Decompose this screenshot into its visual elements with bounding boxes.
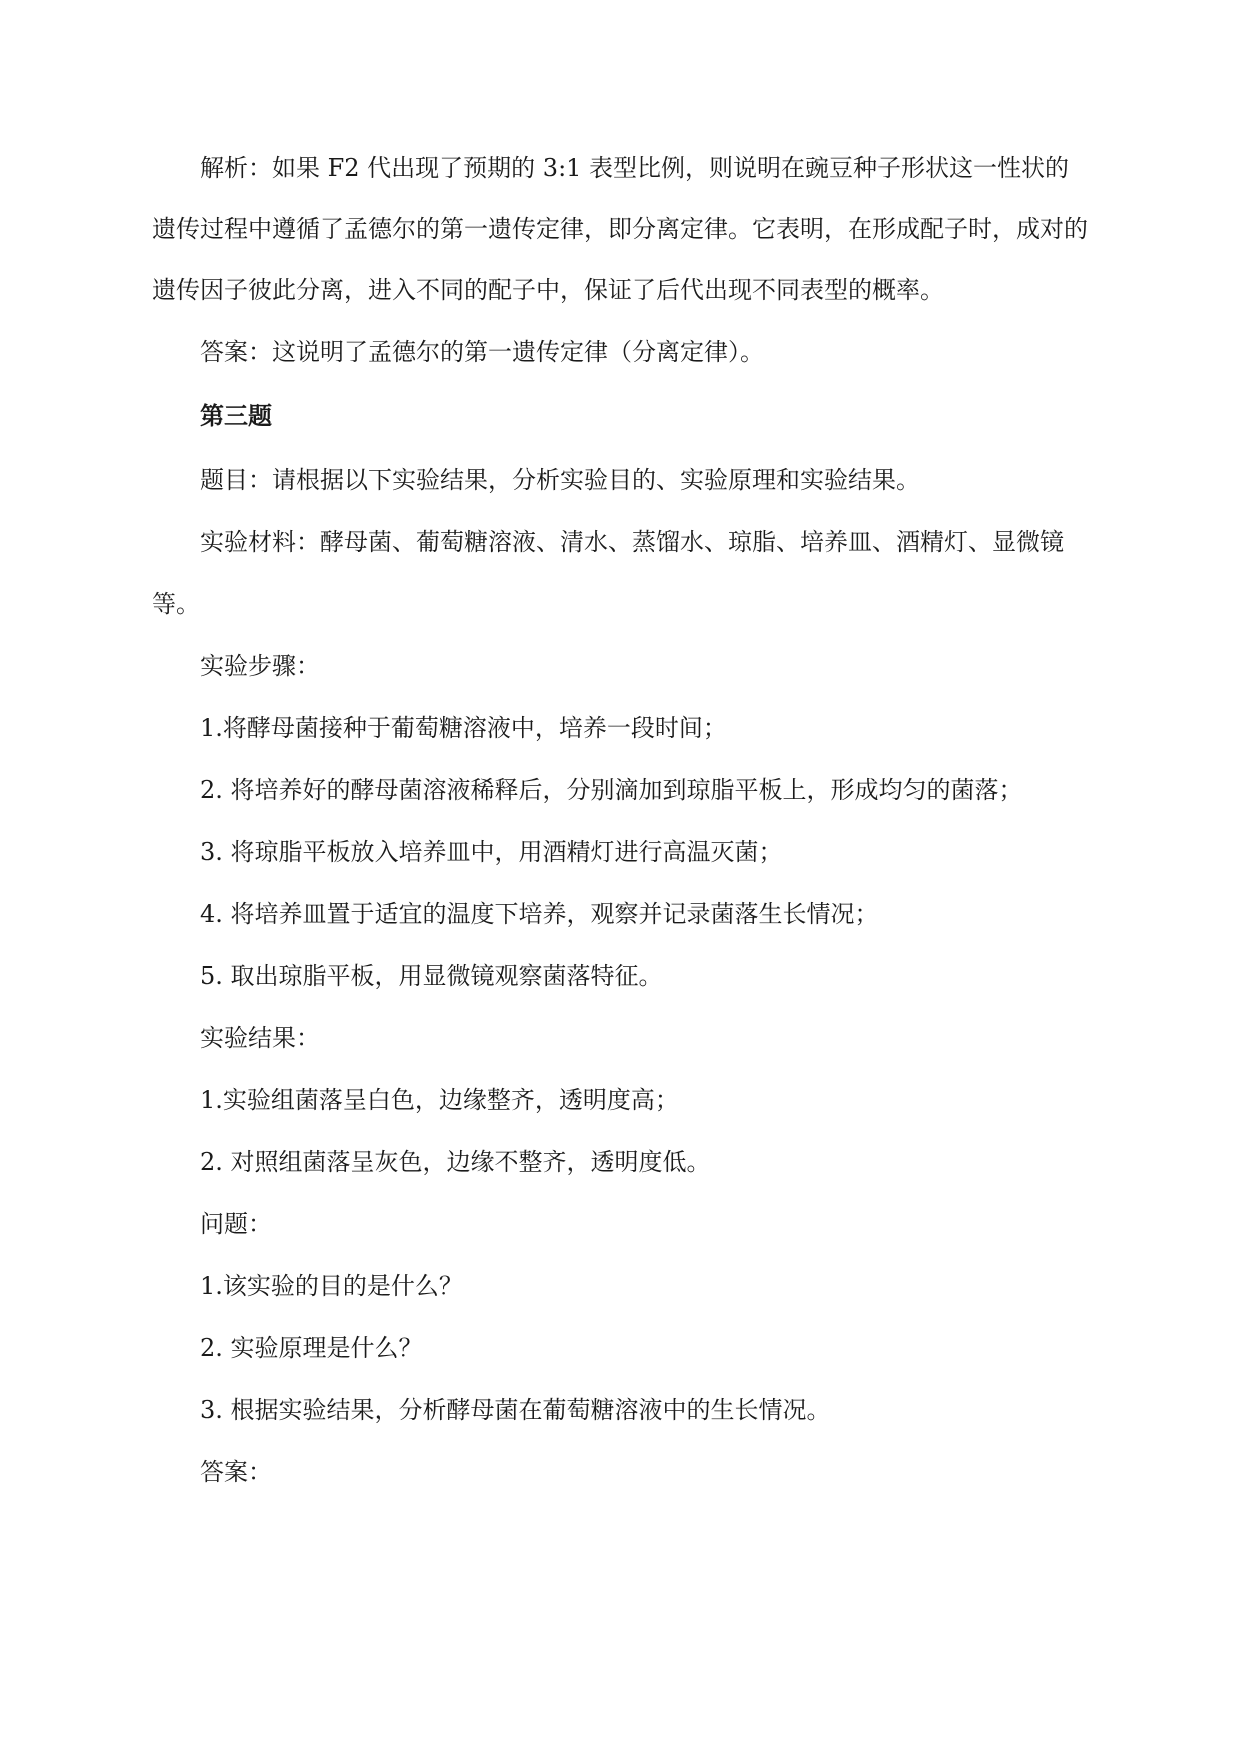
step-item: 2. 将培养好的酵母菌溶液稀释后，分别滴加到琼脂平板上，形成均匀的菌落； [200,776,1023,804]
section-title: 第三题 [200,402,272,430]
analysis-paragraph: 解析：如果 F2 代出现了预期的 3:1 表型比例，则说明在豌豆种子形状这一性状的遗传过程中遵循了孟德尔的第一遗传定律，即分离定律。它表明，在形成配子时，成对的遗传因子彼此分离，进入不同的配子中，保证了后代出现不同表型的概率。 [152,154,1088,304]
step-item: 1.将酵母菌接种于葡萄糖溶液中，培养一段时间； [200,714,727,742]
step-item: 4. 将培养皿置于适宜的温度下培养，观察并记录菌落生长情况； [200,900,879,928]
step-item: 3. 将琼脂平板放入培养皿中，用酒精灯进行高温灭菌； [200,838,783,866]
question-item: 1.该实验的目的是什么？ [200,1272,463,1300]
answer-paragraph: 答案：这说明了孟德尔的第一遗传定律（分离定律）。 [200,338,764,366]
steps-label: 实验步骤： [200,652,320,680]
answer-label: 答案： [200,1458,272,1486]
result-item: 1.实验组菌落呈白色，边缘整齐，透明度高； [200,1086,679,1114]
results-label: 实验结果： [200,1024,320,1052]
question-paragraph: 题目：请根据以下实验结果，分析实验目的、实验原理和实验结果。 [200,466,920,494]
step-item: 5. 取出琼脂平板，用显微镜观察菌落特征。 [200,962,663,990]
materials-paragraph: 实验材料：酵母菌、葡萄糖溶液、清水、蒸馏水、琼脂、培养皿、酒精灯、显微镜等。 [152,528,1064,618]
question-item: 2. 实验原理是什么？ [200,1334,423,1362]
result-item: 2. 对照组菌落呈灰色，边缘不整齐，透明度低。 [200,1148,711,1176]
questions-label: 问题： [200,1210,272,1238]
question-item: 3. 根据实验结果，分析酵母菌在葡萄糖溶液中的生长情况。 [200,1396,831,1424]
document-page [152,138,1092,1503]
